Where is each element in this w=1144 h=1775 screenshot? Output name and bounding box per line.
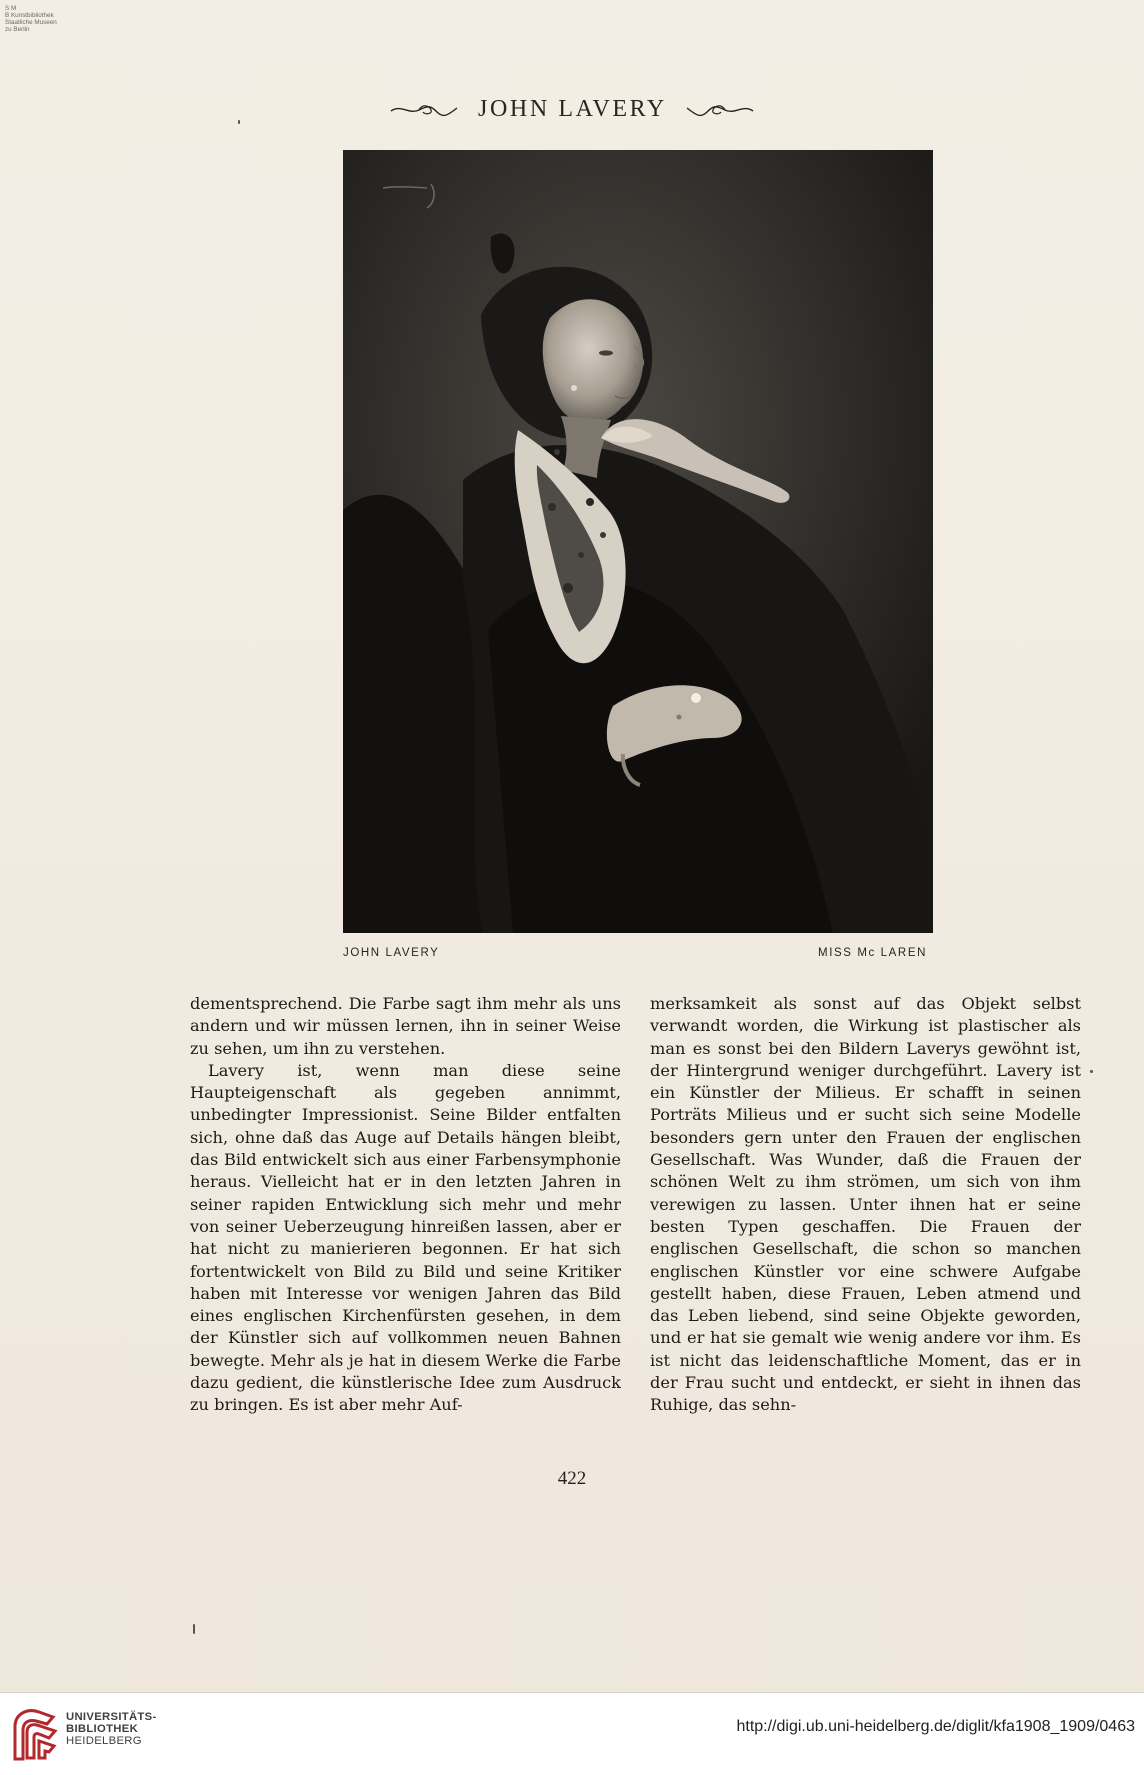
document-url[interactable]: http://digi.ub.uni-heidelberg.de/diglit/kfa1908_1909/0463 <box>736 1718 1135 1735</box>
caption-title: MISS Mc LAREN <box>818 947 927 959</box>
footer-bar <box>0 1692 1144 1775</box>
page-number: 422 <box>557 1468 587 1489</box>
left-paragraph-2: Lavery ist, wenn man diese seine Haupteigenschaft als gegeben annimmt, unbedingter Impressionist. Seine Bilder entfalten sich, ohne daß das Auge auf Details hängen bleibt, das Bild entwickelt sich aus einer Farbensymphonie heraus. Vielleicht hat er in den letzten Jahren in seiner rapiden Entwicklung sich mehr und mehr von seiner Ueberzeugung hinreißen lassen, aber er hat nicht zu manierieren begonnen. Er hat sich fortentwickelt von Bild zu Bild und seine Kritiker haben mit Interesse vor wenigen Jahren das Bild eines englischen Kirchenfürsten gesehen, in dem der Künstler sich auf vollkommen neuen Bahnen bewegte. Mehr als je hat in diesem Werke die Farbe dazu gedient, die künstlerische Idee zum Ausdruck zu bringen. Es ist aber mehr Auf- <box>190 1060 621 1415</box>
library-name <box>66 1711 157 1747</box>
library-stamp <box>5 5 97 33</box>
library-name-line-3: HEIDELBERG <box>66 1735 142 1747</box>
portrait-image <box>343 150 933 933</box>
stamp-line-2: B Kunstbibliothek <box>5 12 54 19</box>
university-library-logo-icon <box>11 1703 59 1763</box>
running-header <box>0 94 1144 124</box>
scan-speck <box>1090 1070 1093 1073</box>
library-name-line-1: UNIVERSITÄTS- <box>66 1711 157 1723</box>
right-ornament-icon <box>685 102 755 118</box>
scan-speck <box>238 120 240 124</box>
portrait-plate <box>343 150 933 933</box>
stamp-line-1: S M <box>5 5 17 12</box>
stamp-line-4: zu Berlin <box>5 26 30 33</box>
right-text-column <box>650 993 1081 1417</box>
left-ornament-icon <box>389 102 459 118</box>
stamp-line-3: Staatliche Museen <box>5 19 57 26</box>
right-paragraph-1: merksamkeit als sonst auf das Objekt selbst verwandt worden, die Wirkung ist plastischer als man es sonst bei den Bildern Laverys gewöhnt ist, der Hintergrund weniger durchgeführt. Lavery ist ein Künstler der Milieus. Er schafft in seinen Porträts Milieus und er sucht sich seine Modelle besonders gern unter den Frauen der englischen Gesellschaft. Was Wunder, daß die Frauen der schönen Welt zu ihm strömen, um sich von ihm verewigen zu lassen. Unter ihnen hat er seine besten Typen geschaffen. Die Frauen der englischen Gesellschaft, die schon so manchen englischen Künstler vor eine schwere Aufgabe gestellt haben, diese Frauen, Leben atmend und das Leben liebend, sind seine Objekte geworden, und er hat sie gemalt wie wenig andere vor ihm. Es ist nicht das leidenschaftliche Moment, das er in der Frau sucht und entdeckt, er sieht in ihnen das Ruhige, das sehn- <box>650 994 1081 1415</box>
left-text-column <box>190 993 621 1417</box>
caption-artist: JOHN LAVERY <box>343 947 440 959</box>
header-title: JOHN LAVERY <box>478 96 666 122</box>
library-name-line-2: BIBLIOTHEK <box>66 1723 139 1735</box>
left-paragraph-1: dementsprechend. Die Farbe sagt ihm mehr als uns andern und wir müssen lernen, ihn in seiner Weise zu sehen, um ihn zu verstehen. <box>190 994 621 1058</box>
scan-speck <box>193 1624 195 1634</box>
